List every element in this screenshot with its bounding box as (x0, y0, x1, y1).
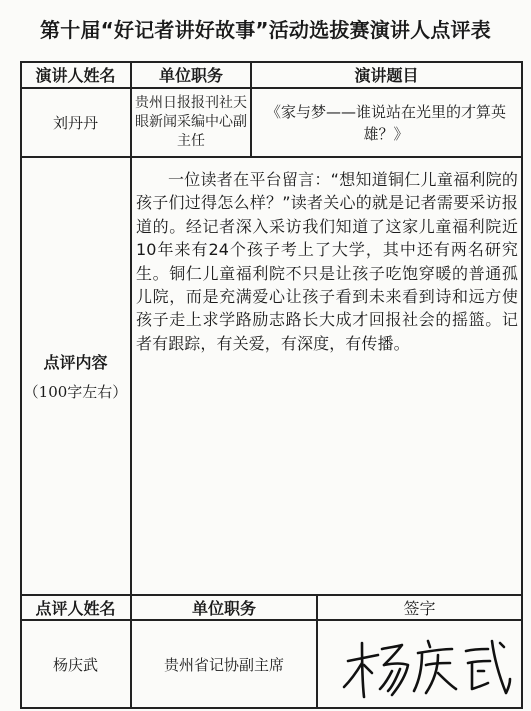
page-title: 第十届“好记者讲好故事”活动选拔赛演讲人点评表 (40, 18, 491, 42)
comment-word-limit: （100字左右） (23, 382, 128, 401)
header-signature: 签字 (403, 599, 436, 618)
header-unit-position: 单位职务 (158, 66, 223, 85)
speech-topic: 《家与梦——谁说站在光里的才算英雄？》 (265, 102, 506, 143)
header-reviewer-unit-position: 单位职务 (191, 599, 256, 618)
header-speech-topic: 演讲题目 (354, 66, 419, 85)
header-reviewer-name: 点评人姓名 (35, 599, 116, 618)
evaluation-table (20, 61, 523, 709)
reviewer-name: 杨庆武 (52, 655, 98, 674)
reviewer-unit-position: 贵州省记协副主席 (163, 655, 284, 674)
handwritten-signature (338, 633, 513, 703)
speaker-name: 刘丹丹 (52, 114, 98, 132)
speaker-unit-position: 贵州日报报刊社天眼新闻采编中心副主任 (135, 95, 247, 149)
header-speaker-name: 演讲人姓名 (35, 66, 116, 85)
comment-label-cell (20, 157, 131, 594)
comment-label: 点评内容 (43, 352, 108, 372)
comment-text: 一位读者在平台留言：“想知道铜仁儿童福利院的孩子们过得怎么样？”读者关心的就是记者需要采访报道的。经记者深入采访我们知道了这家儿童福利院近10年来有24个孩子考上了大学，其中还有两名研究生。铜仁儿童福利院不只是让孩子吃饱穿暖的普通孤儿院，而是充满爱心让孩子看到未来看到诗和远方使孩子走上求学路励志路长大成才回报社会的摇篮。记者有跟踪，有关爱，有深度，有传播。 (136, 170, 518, 353)
